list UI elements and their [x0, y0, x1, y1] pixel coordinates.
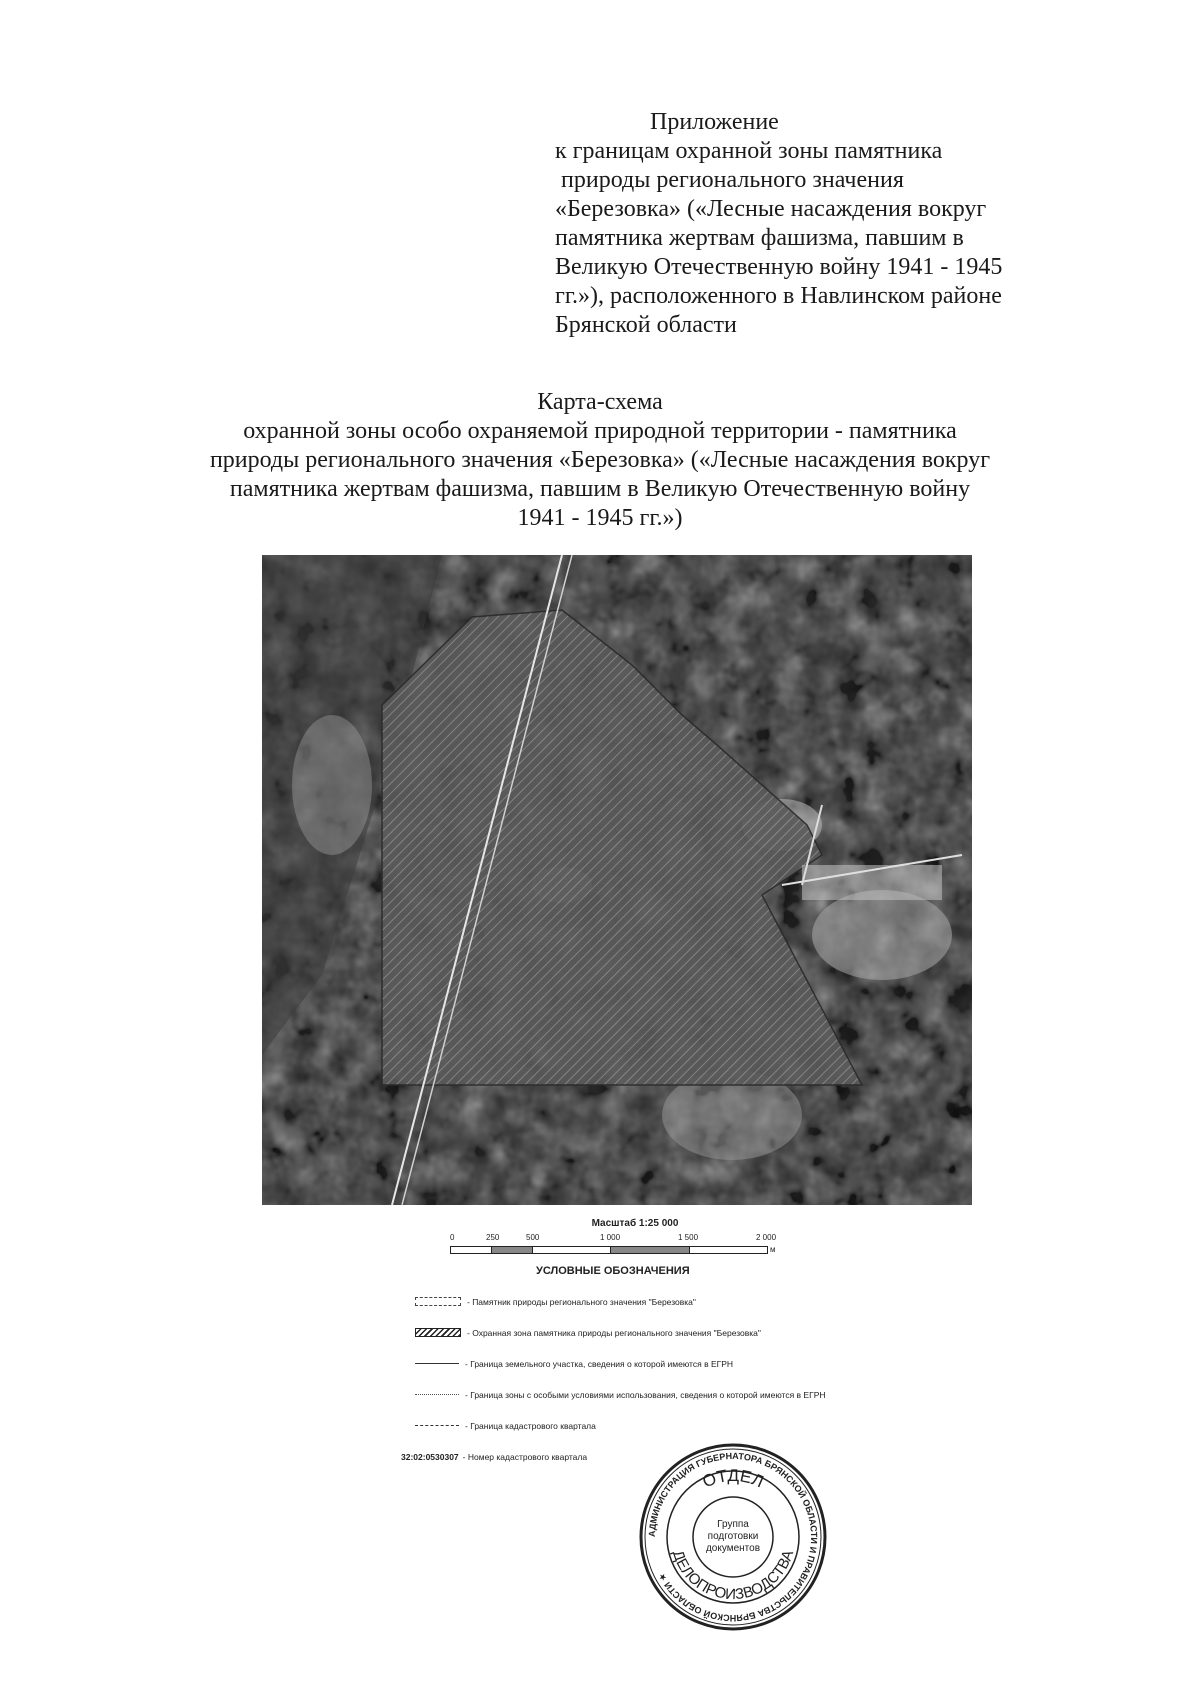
map-title-line: охранной зоны особо охраняемой природной территории - памятника: [243, 418, 957, 444]
stamp-dept-bottom: ДЕЛОПРОИЗВОДСТВА: [668, 1548, 798, 1604]
stamp-ring-text: АДМИНИСТРАЦИЯ ГУБЕРНАТОРА БРЯНСКОЙ ОБЛАСТИ И ПРАВИТЕЛЬСТВА БРЯНСКОЙ ОБЛАСТИ ★: [646, 1450, 820, 1624]
satellite-map: [262, 555, 972, 1205]
legend-item: [415, 1379, 1115, 1410]
legend-text: - Номер кадастрового квартала: [462, 1451, 588, 1462]
map-title-heading: Карта-схема: [537, 389, 663, 415]
legend-item: [415, 1348, 1115, 1379]
annex-line: гг.»), расположенного в Навлинском районе: [555, 283, 1002, 309]
legend-text: - Граница кадастрового квартала: [465, 1420, 596, 1431]
scale-tick: 250: [486, 1233, 500, 1242]
legend-item: [415, 1286, 1115, 1317]
scale-tick: 1 500: [678, 1233, 699, 1242]
map-title-line: природы регионального значения «Березовка» («Лесные насаждения вокруг: [209, 447, 991, 473]
clearing: [812, 890, 952, 980]
scale-block: [450, 1218, 780, 1254]
stamp-center: [638, 1442, 828, 1632]
legend-text: - Памятник природы регионального значения "Березовка": [467, 1296, 696, 1307]
stamp-center-line: Группа: [717, 1519, 749, 1530]
scale-tick: 0: [450, 1233, 455, 1242]
legend-text: - Граница зоны с особыми условиями использования, сведения о которой имеются в ЕГРН: [465, 1389, 826, 1400]
scale-tick: 500: [526, 1233, 540, 1242]
annex-heading: [555, 108, 1075, 340]
map-title-line: 1941 - 1945 гг.»): [517, 505, 683, 531]
land-plot-boundary-icon: [415, 1363, 459, 1364]
annex-line: Великую Отечественную войну 1941 - 1945: [555, 254, 1003, 280]
scale-ticks: [450, 1233, 780, 1245]
scale-unit: м: [770, 1245, 776, 1254]
special-zone-boundary-icon: [415, 1394, 459, 1395]
cadastral-quarter-boundary-icon: [415, 1425, 459, 1426]
legend-text: - Охранная зона памятника природы регионального значения "Березовка": [467, 1327, 761, 1338]
legend-item: [415, 1317, 1115, 1348]
map-graphic: [262, 555, 972, 1205]
annex-line: Брянской области: [555, 312, 737, 338]
cadastral-code: 32:02:0530307: [401, 1451, 459, 1462]
annex-title: Приложение: [650, 109, 779, 135]
legend-item: [415, 1410, 1115, 1441]
annex-line: природы регионального значения: [555, 167, 904, 193]
map-title: [120, 388, 1080, 533]
official-stamp: [638, 1442, 828, 1632]
stamp-dept-top: ОТДЕЛ: [699, 1465, 767, 1492]
clearing: [292, 715, 372, 855]
scale-tick: 2 000: [756, 1233, 777, 1242]
annex-line: к границам охранной зоны памятника: [555, 138, 943, 164]
monument-symbol-icon: [415, 1297, 461, 1306]
protection-zone-symbol-icon: [415, 1328, 461, 1337]
stamp-center-line: подготовки: [707, 1531, 759, 1542]
stamp-center-line: документов: [705, 1543, 761, 1554]
map-title-line: памятника жертвам фашизма, павшим в Великую Отечественную войну: [229, 476, 971, 502]
annex-line: «Березовка» («Лесные насаждения вокруг: [555, 196, 987, 222]
legend-text: - Граница земельного участка, сведения о которой имеются в ЕГРН: [465, 1358, 734, 1369]
scale-title: Масштаб 1:25 000: [591, 1218, 679, 1229]
annex-line: памятника жертвам фашизма, павшим в: [555, 225, 964, 251]
legend-title: УСЛОВНЫЕ ОБОЗНАЧЕНИЯ: [536, 1265, 690, 1277]
scale-tick: 1 000: [600, 1233, 621, 1242]
scale-bar: [450, 1246, 768, 1254]
